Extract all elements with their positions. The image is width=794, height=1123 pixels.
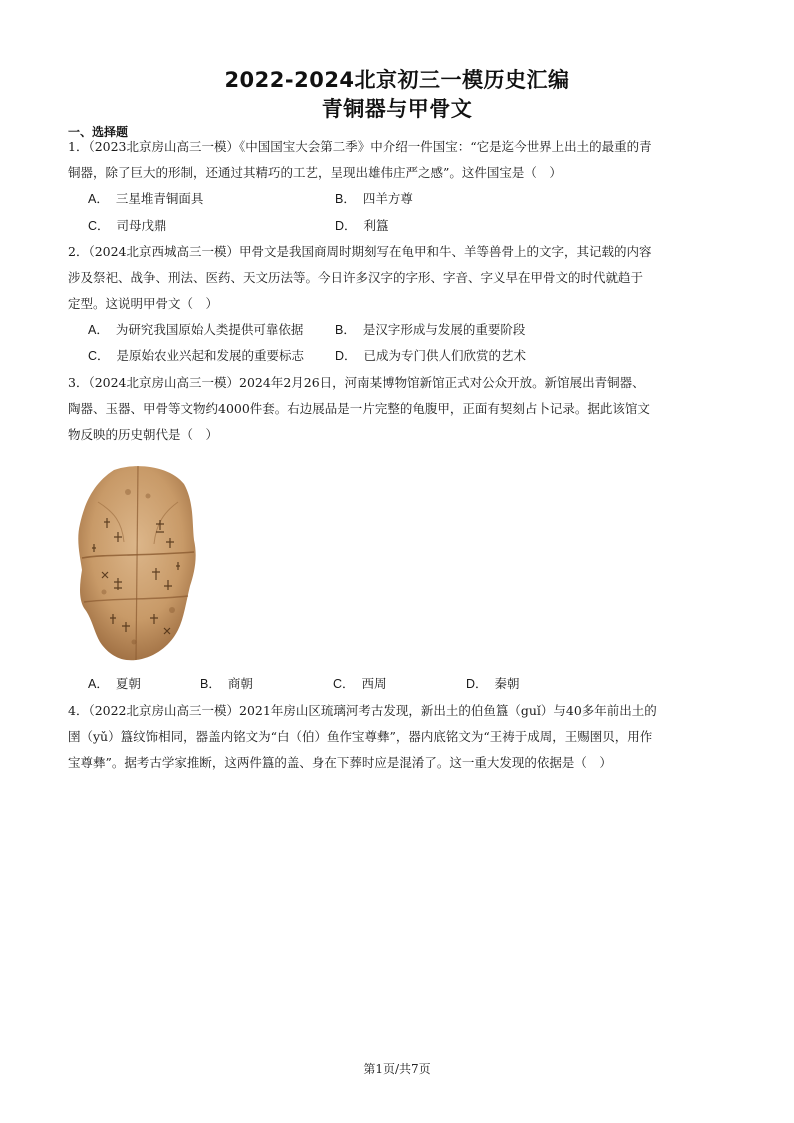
question-text-line: 物反映的历史朝代是（ ）	[68, 427, 219, 442]
option-text: 司母戊鼎	[116, 218, 167, 233]
option-text: 秦朝	[494, 676, 520, 691]
option-letter: D．	[335, 219, 357, 233]
option-a[interactable]	[88, 676, 141, 692]
option-text: 商朝	[227, 676, 253, 691]
option-text: 已成为专门供人们欣赏的艺术	[363, 348, 527, 363]
option-letter: B．	[200, 677, 221, 691]
question-text-line: 2．（2024北京西城高三一模）甲骨文是我国商周时期刻写在龟甲和牛、羊等兽骨上的文字，其记载的内容	[68, 244, 652, 259]
section-heading: 一、选择题	[68, 125, 129, 139]
option-letter: A．	[88, 677, 109, 691]
question-text-line: 1．（2023北京房山高三一模）《中国国宝大会第二季》中介绍一件国宝：“它是迄今世界上出土的最重的青	[68, 139, 652, 154]
option-letter: B．	[335, 323, 356, 337]
option-text: 是汉字形成与发展的重要阶段	[362, 322, 526, 337]
option-text: 三星堆青铜面具	[115, 191, 204, 206]
question-text-line: 宝尊彝”。据考古学家推断，这两件簋的盖、身在下葬时应是混淆了。这一重大发现的依据是（ ）	[68, 755, 612, 770]
question-text-line: 涉及祭祀、战争、刑法、医药、天文历法等。今日许多汉字的字形、字音、字义早在甲骨文的时代就趋于	[68, 270, 644, 285]
option-text: 为研究我国原始人类提供可靠依据	[115, 322, 304, 337]
oracle-bone-shell-image	[74, 462, 200, 664]
option-c[interactable]	[333, 676, 387, 692]
question-text-line: 3．（2024北京房山高三一模）2024年2月26日，河南某博物馆新馆正式对公众开放。新馆展出青铜器、	[68, 375, 645, 390]
option-d[interactable]	[466, 676, 520, 692]
option-d[interactable]	[335, 348, 526, 364]
option-letter: A．	[88, 192, 109, 206]
option-letter: C．	[333, 677, 355, 691]
option-c[interactable]	[88, 218, 167, 234]
option-a[interactable]	[88, 322, 303, 338]
option-letter: C．	[88, 219, 110, 233]
question-text-line: 铜器，除了巨大的形制，还通过其精巧的工艺，呈现出雄伟庄严之感”。这件国宝是（ ）	[68, 165, 562, 180]
option-letter: C．	[88, 349, 110, 363]
option-text: 西周	[361, 676, 387, 691]
option-c[interactable]	[88, 348, 304, 364]
option-a[interactable]	[88, 191, 203, 207]
option-letter: D．	[466, 677, 488, 691]
option-b[interactable]	[335, 191, 413, 207]
question-text-line: 陶器、玉器、甲骨等文物约4000件套。右边展品是一片完整的龟腹甲，正面有契刻占卜记录。据此该馆文	[68, 401, 650, 416]
document-subtitle: 青铜器与甲骨文	[321, 97, 473, 121]
document-title: 2022-2024北京初三一模历史汇编	[224, 68, 570, 92]
option-letter: A．	[88, 323, 109, 337]
question-text-line: 定型。这说明甲骨文（ ）	[68, 296, 219, 311]
question-text-line: 圉（yǔ）簋纹饰相同，器盖内铭文为“白（伯）鱼作宝尊彝”，器内底铭文为“王祷于成周，王赐圉贝，用作	[68, 729, 653, 744]
option-letter: D．	[335, 349, 357, 363]
question-text-line: 4．（2022北京房山高三一模）2021年房山区琉璃河考古发现，新出土的伯鱼簋（guǐ）与40多年前出土的	[68, 703, 657, 718]
option-b[interactable]	[335, 322, 525, 338]
option-d[interactable]	[335, 218, 389, 234]
page-number: 第1页/共7页	[363, 1062, 431, 1076]
option-text: 夏朝	[115, 676, 141, 691]
option-b[interactable]	[200, 676, 253, 692]
option-text: 是原始农业兴起和发展的重要标志	[116, 348, 305, 363]
option-text: 四羊方尊	[362, 191, 413, 206]
option-letter: B．	[335, 192, 356, 206]
option-text: 利簋	[363, 218, 389, 233]
